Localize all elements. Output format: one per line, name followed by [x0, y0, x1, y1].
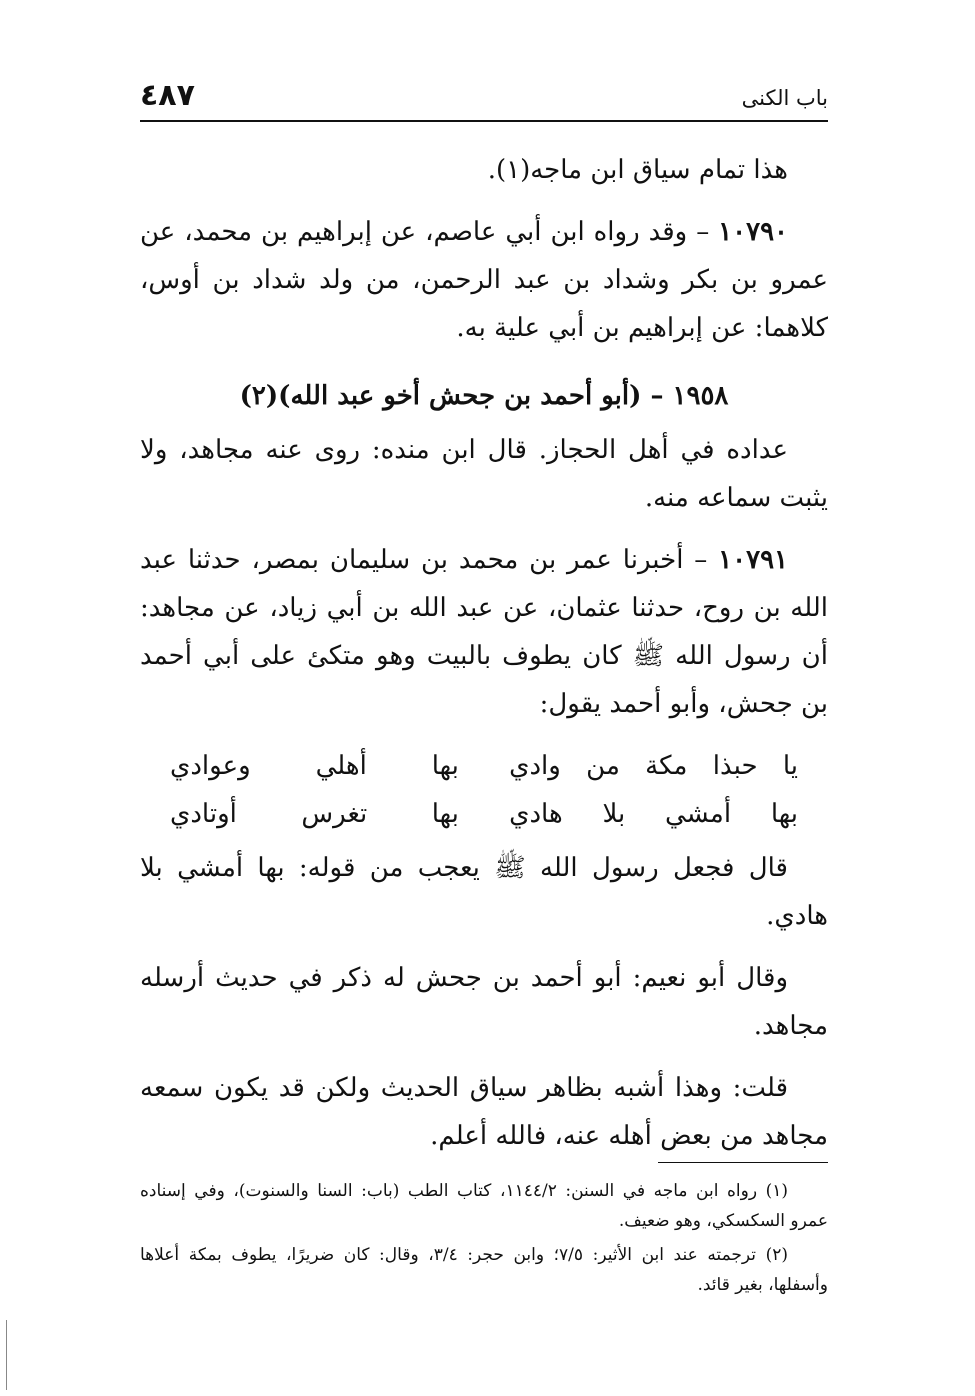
hadith-10790: [140, 208, 828, 352]
paragraph-abu-nuaym: وقال أبو نعيم: أبو أحمد بن جحش له ذكر في حديث أرسله مجاهد.: [140, 963, 828, 1041]
entry-heading-1958: [140, 372, 828, 420]
poem-verse: [170, 742, 798, 790]
hadith-text: – وقد رواه ابن أبي عاصم، عن إبراهيم بن محمد، عن عمرو بن بكر وشداد بن عبد الرحمن، من ولد شداد بن أوس، كلاهما: عن إبراهيم بن أبي علية به.: [140, 217, 828, 343]
poem-verse: [170, 790, 798, 838]
footnote-1: (١) رواه ابن ماجه في السنن: ١١٤٤/٢، كتاب الطب (باب: السنا والسنوت)، وفي إسناده عمرو السكسكي، وهو ضعيف.: [140, 1181, 828, 1231]
verse-second-half: بها أهلي وعوادي: [170, 751, 459, 781]
scan-edge-line: [6, 1320, 7, 1390]
running-title: باب الكنى: [741, 86, 828, 110]
verse-first-half: بها أمشي بلا هادي: [509, 799, 798, 829]
hadith-text: – أخبرنا عمر بن محمد بن سليمان بمصر، حدثنا عبد الله بن روح، حدثنا عثمان، عن عبد الله بن أبي زياد، عن مجاهد: أن رسول الله ﷺ كان يطوف بالبيت وهو متكئ على أبي أحمد بن جحش، وأبو أحمد يقول:: [140, 545, 828, 719]
entry-title: – (أبو أحمد بن جحش أخو عبد الله)(٢): [239, 381, 673, 411]
paragraph-prophet-reaction: قال فجعل رسول الله ﷺ يعجب من قوله: بها أمشي بلا هادي.: [140, 853, 828, 931]
poem: [170, 742, 798, 838]
paragraph-biography: عداده في أهل الحجاز. قال ابن منده: روى عنه مجاهد، ولا يثبت سماعه منه.: [140, 435, 828, 513]
hadith-10791: [140, 536, 828, 728]
entry-number: ١٩٥٨: [672, 381, 729, 411]
page-number: ٤٨٧: [140, 78, 195, 113]
paragraph-author-comment: قلت: وهذا أشبه بظاهر سياق الحديث ولكن قد يكون سمعه مجاهد من بعض أهله عنه، فالله أعلم.: [140, 1073, 828, 1151]
hadith-number: ١٠٧٩٠: [718, 217, 788, 247]
verse-second-half: بها تغرس أوتادي: [170, 799, 459, 829]
main-text: [140, 146, 828, 1174]
running-header: [140, 78, 828, 122]
paragraph-end-of-narration: هذا تمام سياق ابن ماجه(١).: [487, 155, 788, 185]
header-rule: [140, 120, 828, 122]
footnote-2: (٢) ترجمته عند ابن الأثير: ٧/٥؛ وابن حجر: ٣/٤، وقال: كان ضريرًا، يطوف بمكة أعلاها وأسفلها، بغير قائد.: [140, 1245, 828, 1295]
verse-first-half: يا حبذا مكة من وادي: [509, 751, 798, 781]
footnote-rule: [658, 1162, 828, 1163]
footnotes: [140, 1176, 828, 1304]
hadith-number: ١٠٧٩١: [718, 545, 788, 575]
